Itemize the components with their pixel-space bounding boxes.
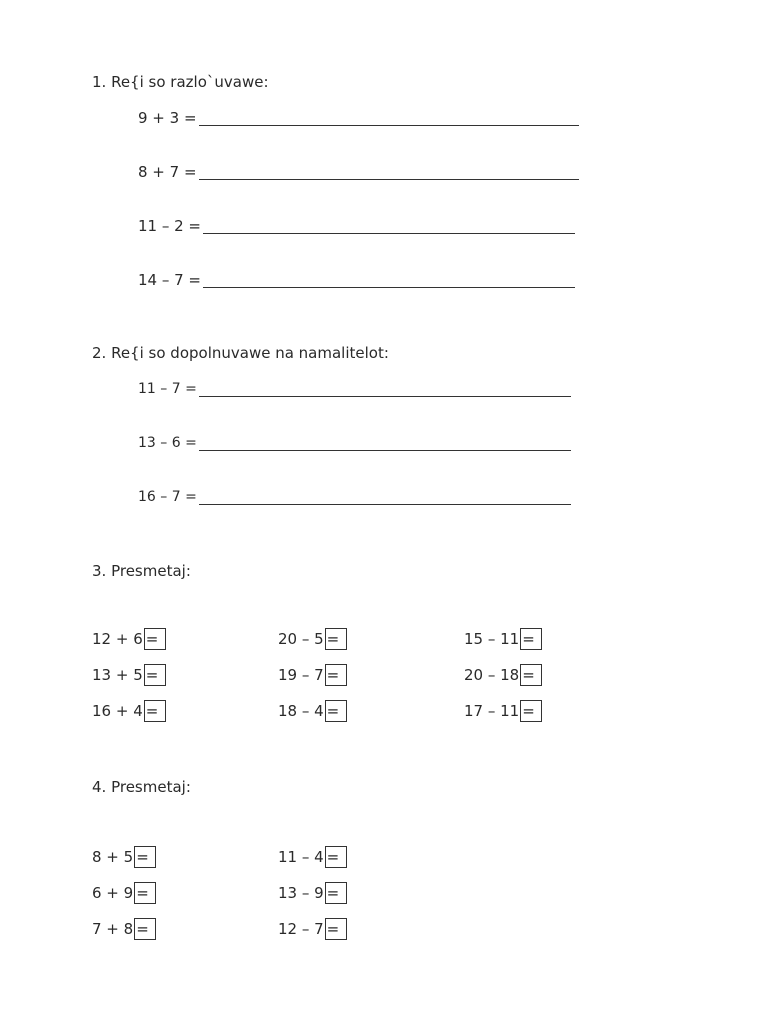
section-1-row bbox=[138, 271, 575, 289]
answer-line[interactable] bbox=[199, 111, 579, 126]
expression: 13 – 9 bbox=[278, 884, 324, 902]
calc-item bbox=[92, 700, 166, 722]
answer-box[interactable] bbox=[134, 882, 156, 904]
expression: 12 – 7 bbox=[278, 920, 324, 938]
section-4-title: 4. Presmetaj: bbox=[92, 778, 191, 796]
equals-sign: = bbox=[145, 702, 159, 720]
answer-box[interactable] bbox=[144, 628, 166, 650]
equals-sign: = bbox=[522, 702, 535, 720]
expression: 7 + 8 bbox=[92, 920, 134, 938]
calc-item bbox=[92, 628, 166, 650]
expression: 11 – 4 bbox=[278, 848, 324, 866]
section-3-title: 3. Presmetaj: bbox=[92, 562, 191, 580]
expression: 19 – 7 bbox=[278, 666, 324, 684]
expression: 12 + 6 bbox=[92, 630, 143, 648]
calc-item bbox=[278, 918, 347, 940]
calc-item bbox=[278, 664, 347, 686]
expression: 18 – 4 bbox=[278, 702, 324, 720]
answer-box[interactable] bbox=[325, 628, 347, 650]
answer-line[interactable] bbox=[199, 165, 579, 180]
expression: 8 + 7 = bbox=[138, 163, 197, 181]
expression: 16 + 4 bbox=[92, 702, 143, 720]
equals-sign: = bbox=[326, 630, 340, 648]
equals-sign: = bbox=[326, 920, 340, 938]
calc-item bbox=[92, 918, 156, 940]
expression: 20 – 5 bbox=[278, 630, 324, 648]
expression: 17 – 11 bbox=[464, 702, 520, 720]
section-2-row bbox=[138, 434, 571, 452]
expression: 6 + 9 bbox=[92, 884, 134, 902]
section-2-row bbox=[138, 380, 571, 398]
calc-item bbox=[464, 628, 542, 650]
section-1-row bbox=[138, 163, 579, 181]
answer-box[interactable] bbox=[520, 628, 542, 650]
section-2-row bbox=[138, 488, 571, 506]
calc-item bbox=[92, 846, 156, 868]
answer-line[interactable] bbox=[203, 273, 575, 288]
expression: 15 – 11 bbox=[464, 630, 520, 648]
expression: 14 – 7 = bbox=[138, 271, 202, 289]
expression: 11 – 2 = bbox=[138, 217, 202, 235]
answer-box[interactable] bbox=[325, 918, 347, 940]
answer-box[interactable] bbox=[325, 664, 347, 686]
answer-box[interactable] bbox=[325, 846, 347, 868]
answer-box[interactable] bbox=[520, 700, 542, 722]
expression: 13 – 6 = bbox=[138, 435, 197, 451]
equals-sign: = bbox=[145, 666, 159, 684]
section-2-title: 2. Re{i so dopolnuvawe na namalitelot: bbox=[92, 344, 389, 362]
answer-box[interactable] bbox=[325, 882, 347, 904]
answer-box[interactable] bbox=[134, 846, 156, 868]
equals-sign: = bbox=[326, 848, 340, 866]
calc-item bbox=[92, 882, 156, 904]
expression: 13 + 5 bbox=[92, 666, 143, 684]
calc-item bbox=[92, 664, 166, 686]
expression: 11 – 7 = bbox=[138, 381, 197, 397]
section-1-row bbox=[138, 109, 579, 127]
answer-box[interactable] bbox=[144, 664, 166, 686]
equals-sign: = bbox=[326, 884, 340, 902]
equals-sign: = bbox=[136, 884, 149, 902]
expression: 8 + 5 bbox=[92, 848, 134, 866]
expression: 20 – 18 bbox=[464, 666, 520, 684]
answer-line[interactable] bbox=[199, 436, 571, 451]
equals-sign: = bbox=[145, 630, 159, 648]
answer-line[interactable] bbox=[199, 382, 571, 397]
equals-sign: = bbox=[326, 666, 340, 684]
answer-box[interactable] bbox=[325, 700, 347, 722]
calc-item bbox=[464, 700, 542, 722]
equals-sign: = bbox=[522, 666, 535, 684]
answer-box[interactable] bbox=[134, 918, 156, 940]
calc-item bbox=[464, 664, 542, 686]
equals-sign: = bbox=[136, 920, 149, 938]
section-1-row bbox=[138, 217, 575, 235]
equals-sign: = bbox=[326, 702, 340, 720]
calc-item bbox=[278, 882, 347, 904]
calc-item bbox=[278, 700, 347, 722]
answer-line[interactable] bbox=[203, 219, 575, 234]
section-1-title: 1. Re{i so razlo`uvawe: bbox=[92, 73, 269, 91]
answer-box[interactable] bbox=[520, 664, 542, 686]
expression: 16 – 7 = bbox=[138, 489, 197, 505]
answer-line[interactable] bbox=[199, 490, 571, 505]
calc-item bbox=[278, 846, 347, 868]
calc-item bbox=[278, 628, 347, 650]
equals-sign: = bbox=[522, 630, 535, 648]
expression: 9 + 3 = bbox=[138, 109, 197, 127]
answer-box[interactable] bbox=[144, 700, 166, 722]
equals-sign: = bbox=[136, 848, 149, 866]
